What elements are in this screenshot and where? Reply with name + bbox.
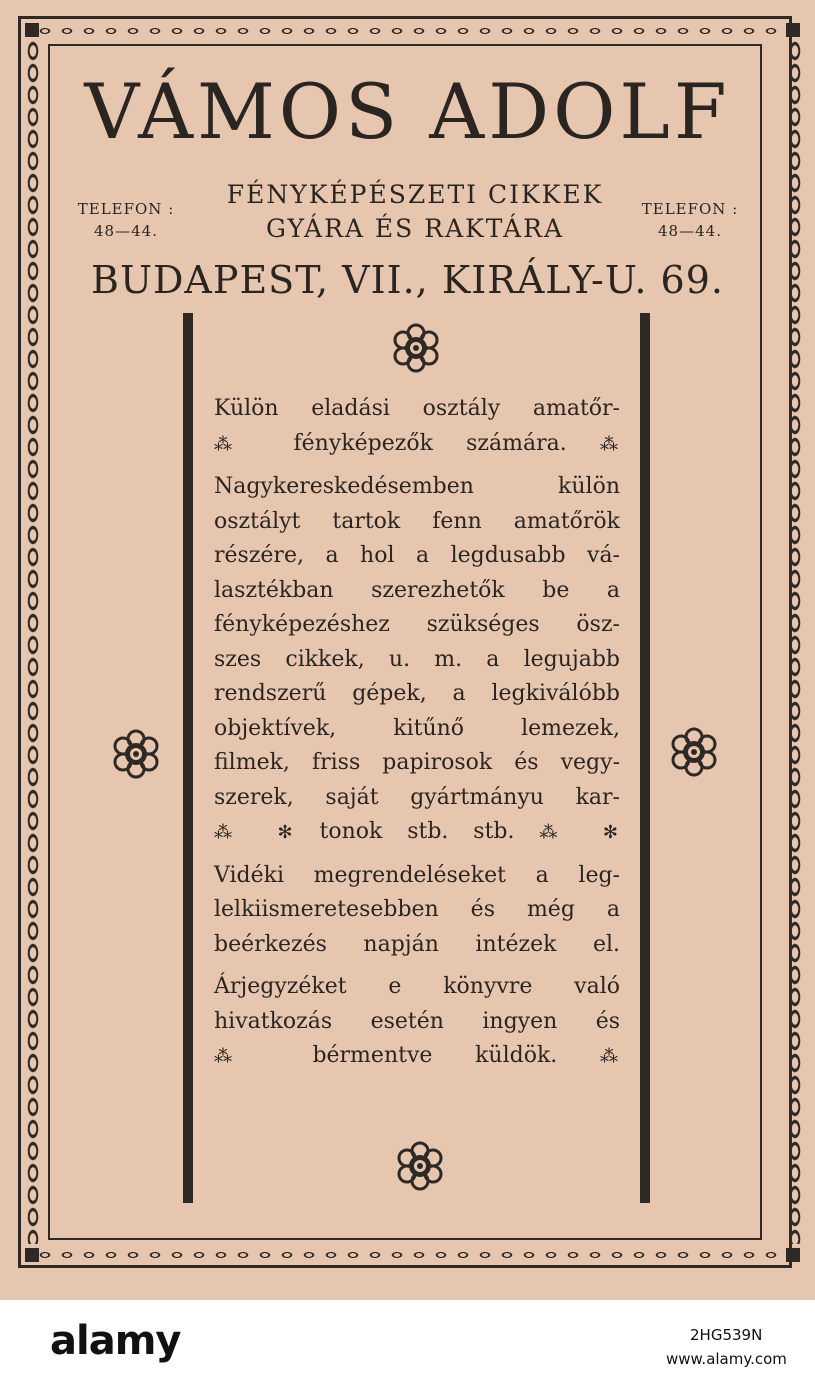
business-subtitle [200, 178, 630, 246]
chain-border-bottom [34, 1248, 778, 1262]
corner-ornament-bottom-right [786, 1248, 800, 1262]
corner-ornament-top-right [786, 23, 800, 37]
body-line: rendszerű gépek, a legkiválóbb [214, 681, 620, 706]
body-line: szerek, saját gyártmányu kar- [214, 784, 620, 810]
business-address: BUDAPEST, VII., KIRÁLY-U. 69. [91, 258, 724, 302]
leaf-ornament-icon: ⁂ [214, 1046, 270, 1067]
phone-left-number: 48—44. [94, 222, 158, 240]
body-line: objektívek, kitűnő lemezek, [214, 715, 620, 741]
leaf-ornament-icon: ⁂ [214, 433, 261, 455]
phone-left-label: TELEFON : [77, 200, 175, 218]
body-line: részére, a hol a legdusabb vá- [214, 543, 620, 568]
body-line: lelkiismeretesebben és még a [214, 897, 620, 922]
body-line-ornamented [214, 427, 620, 463]
subtitle-line-2: GYÁRA ÉS RAKTÁRA [265, 214, 565, 243]
chain-border-top [34, 24, 778, 38]
body-line: Árjegyzéket e könyvre való [214, 974, 620, 999]
body-line: Külön eladási osztály amatőr- [214, 396, 620, 421]
leaf-ornament-icon: ⁂ ✻ [539, 822, 620, 843]
body-line: bérmentve küldök. [312, 1043, 558, 1068]
rosette-ornament-bottom-icon [392, 1138, 448, 1194]
chain-border-left [26, 40, 40, 1244]
body-line: fényképezők számára. [293, 430, 567, 456]
body-line: osztályt tartok fenn amatőrök [214, 508, 620, 534]
watermark-brand-logo: alamy [50, 1318, 181, 1364]
company-name-title: VÁMOS ADOLF [84, 67, 731, 156]
subtitle-line-1: FÉNYKÉPÉSZETI CIKKEK [226, 180, 604, 209]
leaf-ornament-icon: ⁂ ✻ [214, 822, 295, 843]
body-line: hivatkozás esetén ingyen és [214, 1008, 620, 1034]
paragraph-wholesale [214, 470, 620, 851]
rosette-ornament-right-icon [666, 724, 722, 780]
watermark-site: www.alamy.com [666, 1350, 787, 1368]
body-line: tonok stb. stb. [319, 819, 515, 844]
body-line: lasztékban szerezhetők be a [214, 577, 620, 603]
vertical-rule-left [183, 313, 193, 1203]
paragraph-provincial-orders [214, 859, 620, 963]
paragraph-price-list [214, 970, 620, 1075]
phone-right-number: 48—44. [658, 222, 722, 240]
body-line: Vidéki megrendeléseket a leg- [214, 862, 620, 888]
corner-ornament-bottom-left [25, 1248, 39, 1262]
body-line: filmek, friss papirosok és vegy- [214, 750, 620, 775]
rosette-ornament-top-icon [388, 320, 444, 376]
body-line: Nagykereskedésemben külön [214, 474, 620, 499]
body-line: szes cikkek, u. m. a legujabb [214, 646, 620, 672]
phone-right-label: TELEFON : [641, 200, 739, 218]
rosette-ornament-left-icon [108, 726, 164, 782]
paragraph-amateur-department [214, 392, 620, 462]
body-line: fényképezéshez szükséges ösz- [214, 612, 620, 637]
leaf-ornament-icon: ⁂ [600, 1046, 621, 1067]
body-line-ornamented [214, 815, 620, 851]
body-line-ornamented [214, 1039, 620, 1075]
watermark-image-id: 2HG539N [690, 1326, 763, 1344]
vertical-rule-right [640, 313, 650, 1203]
phone-right [630, 198, 750, 242]
advertisement-body [214, 392, 620, 1083]
corner-ornament-top-left [25, 23, 39, 37]
leaf-ornament-icon: ⁂ [600, 433, 620, 455]
phone-left [66, 198, 186, 242]
chain-border-right [788, 40, 802, 1244]
body-line: beérkezés napján intézek el. [214, 931, 620, 957]
